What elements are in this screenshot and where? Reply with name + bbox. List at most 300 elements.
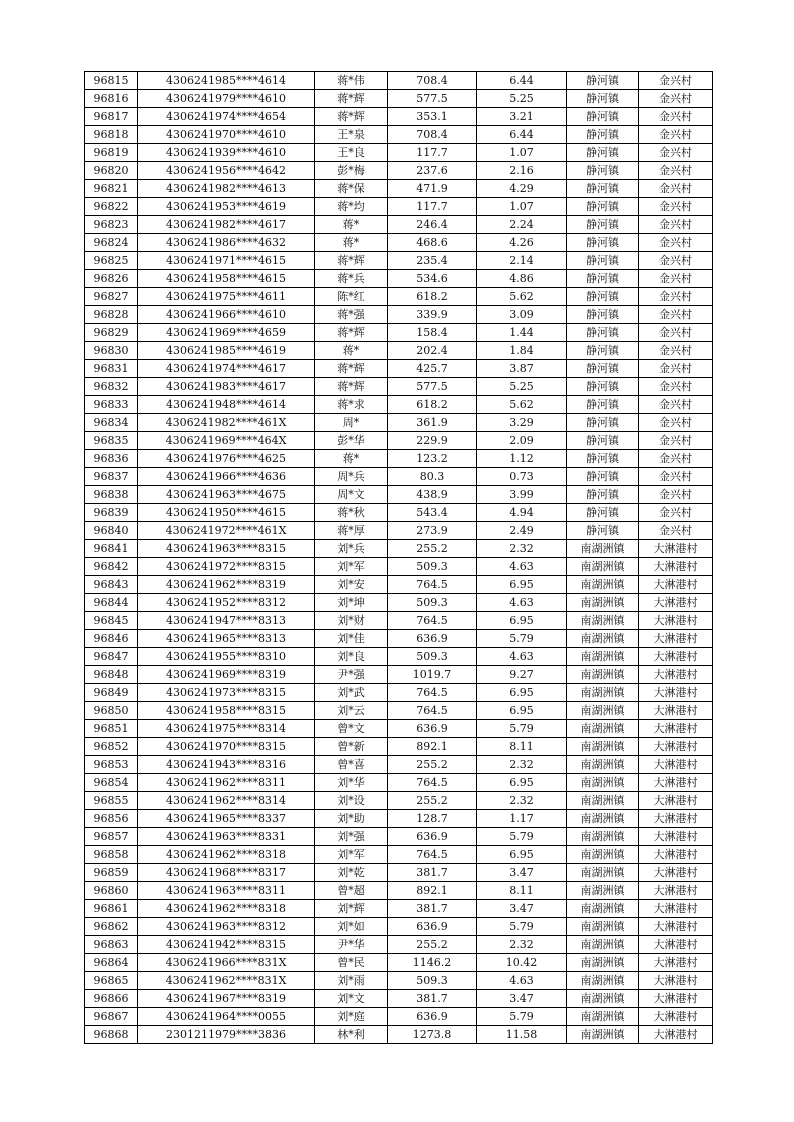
amount-cell: 6.44 bbox=[477, 72, 567, 90]
id-number-cell: 4306241962****8318 bbox=[138, 846, 315, 864]
area-cell: 636.9 bbox=[388, 1008, 477, 1026]
town-cell: 静河镇 bbox=[567, 288, 639, 306]
id-number-cell: 4306241963****8331 bbox=[138, 828, 315, 846]
table-row bbox=[85, 756, 713, 774]
table-row bbox=[85, 1026, 713, 1044]
amount-cell: 2.32 bbox=[477, 756, 567, 774]
name-cell: 曾*民 bbox=[315, 954, 388, 972]
table-row bbox=[85, 738, 713, 756]
serial-number-cell: 96863 bbox=[85, 936, 138, 954]
serial-number-cell: 96821 bbox=[85, 180, 138, 198]
id-number-cell: 4306241982****461X bbox=[138, 414, 315, 432]
id-number-cell: 4306241952****8312 bbox=[138, 594, 315, 612]
name-cell: 蒋*辉 bbox=[315, 108, 388, 126]
amount-cell: 3.21 bbox=[477, 108, 567, 126]
id-number-cell: 4306241956****4642 bbox=[138, 162, 315, 180]
id-number-cell: 4306241982****4617 bbox=[138, 216, 315, 234]
area-cell: 577.5 bbox=[388, 90, 477, 108]
amount-cell: 2.49 bbox=[477, 522, 567, 540]
table-row bbox=[85, 162, 713, 180]
table-body bbox=[85, 72, 713, 1044]
name-cell: 陈*红 bbox=[315, 288, 388, 306]
name-cell: 蒋*伟 bbox=[315, 72, 388, 90]
town-cell: 静河镇 bbox=[567, 162, 639, 180]
table-row bbox=[85, 558, 713, 576]
amount-cell: 1.17 bbox=[477, 810, 567, 828]
id-number-cell: 4306241971****4615 bbox=[138, 252, 315, 270]
serial-number-cell: 96818 bbox=[85, 126, 138, 144]
area-cell: 543.4 bbox=[388, 504, 477, 522]
table-row bbox=[85, 216, 713, 234]
serial-number-cell: 96865 bbox=[85, 972, 138, 990]
area-cell: 1146.2 bbox=[388, 954, 477, 972]
village-cell: 大淋港村 bbox=[639, 666, 713, 684]
amount-cell: 6.95 bbox=[477, 774, 567, 792]
id-number-cell: 4306241969****8319 bbox=[138, 666, 315, 684]
table-row bbox=[85, 198, 713, 216]
amount-cell: 4.29 bbox=[477, 180, 567, 198]
area-cell: 255.2 bbox=[388, 540, 477, 558]
area-cell: 255.2 bbox=[388, 756, 477, 774]
amount-cell: 8.11 bbox=[477, 738, 567, 756]
id-number-cell: 4306241958****4615 bbox=[138, 270, 315, 288]
amount-cell: 5.79 bbox=[477, 630, 567, 648]
area-cell: 471.9 bbox=[388, 180, 477, 198]
id-number-cell: 4306241958****8315 bbox=[138, 702, 315, 720]
table-row bbox=[85, 468, 713, 486]
area-cell: 534.6 bbox=[388, 270, 477, 288]
area-cell: 618.2 bbox=[388, 396, 477, 414]
table-row bbox=[85, 810, 713, 828]
village-cell: 金兴村 bbox=[639, 486, 713, 504]
id-number-cell: 4306241962****8311 bbox=[138, 774, 315, 792]
area-cell: 764.5 bbox=[388, 846, 477, 864]
area-cell: 764.5 bbox=[388, 774, 477, 792]
serial-number-cell: 96823 bbox=[85, 216, 138, 234]
area-cell: 1273.8 bbox=[388, 1026, 477, 1044]
area-cell: 764.5 bbox=[388, 576, 477, 594]
area-cell: 361.9 bbox=[388, 414, 477, 432]
area-cell: 381.7 bbox=[388, 990, 477, 1008]
id-number-cell: 4306241962****8318 bbox=[138, 900, 315, 918]
area-cell: 202.4 bbox=[388, 342, 477, 360]
serial-number-cell: 96828 bbox=[85, 306, 138, 324]
id-number-cell: 4306241985****4619 bbox=[138, 342, 315, 360]
name-cell: 曾*新 bbox=[315, 738, 388, 756]
town-cell: 南湖洲镇 bbox=[567, 882, 639, 900]
serial-number-cell: 96864 bbox=[85, 954, 138, 972]
town-cell: 南湖洲镇 bbox=[567, 702, 639, 720]
table-row bbox=[85, 1008, 713, 1026]
amount-cell: 5.79 bbox=[477, 828, 567, 846]
name-cell: 刘*佳 bbox=[315, 630, 388, 648]
id-number-cell: 4306241974****4654 bbox=[138, 108, 315, 126]
id-number-cell: 4306241976****4625 bbox=[138, 450, 315, 468]
table-row bbox=[85, 378, 713, 396]
id-number-cell: 4306241965****8337 bbox=[138, 810, 315, 828]
serial-number-cell: 96868 bbox=[85, 1026, 138, 1044]
table-row bbox=[85, 972, 713, 990]
town-cell: 南湖洲镇 bbox=[567, 666, 639, 684]
village-cell: 金兴村 bbox=[639, 432, 713, 450]
village-cell: 大淋港村 bbox=[639, 540, 713, 558]
amount-cell: 1.12 bbox=[477, 450, 567, 468]
town-cell: 南湖洲镇 bbox=[567, 1008, 639, 1026]
id-number-cell: 4306241942****8315 bbox=[138, 936, 315, 954]
serial-number-cell: 96861 bbox=[85, 900, 138, 918]
name-cell: 刘*云 bbox=[315, 702, 388, 720]
village-cell: 大淋港村 bbox=[639, 684, 713, 702]
area-cell: 636.9 bbox=[388, 918, 477, 936]
amount-cell: 3.99 bbox=[477, 486, 567, 504]
name-cell: 蒋*均 bbox=[315, 198, 388, 216]
name-cell: 蒋* bbox=[315, 234, 388, 252]
town-cell: 静河镇 bbox=[567, 216, 639, 234]
village-cell: 金兴村 bbox=[639, 252, 713, 270]
serial-number-cell: 96867 bbox=[85, 1008, 138, 1026]
name-cell: 蒋*秋 bbox=[315, 504, 388, 522]
area-cell: 509.3 bbox=[388, 648, 477, 666]
serial-number-cell: 96860 bbox=[85, 882, 138, 900]
town-cell: 南湖洲镇 bbox=[567, 954, 639, 972]
amount-cell: 5.25 bbox=[477, 90, 567, 108]
serial-number-cell: 96817 bbox=[85, 108, 138, 126]
area-cell: 353.1 bbox=[388, 108, 477, 126]
village-cell: 大淋港村 bbox=[639, 882, 713, 900]
id-number-cell: 4306241948****4614 bbox=[138, 396, 315, 414]
serial-number-cell: 96842 bbox=[85, 558, 138, 576]
name-cell: 刘*兵 bbox=[315, 540, 388, 558]
area-cell: 618.2 bbox=[388, 288, 477, 306]
serial-number-cell: 96835 bbox=[85, 432, 138, 450]
amount-cell: 3.87 bbox=[477, 360, 567, 378]
town-cell: 静河镇 bbox=[567, 144, 639, 162]
amount-cell: 4.86 bbox=[477, 270, 567, 288]
table-row bbox=[85, 144, 713, 162]
town-cell: 静河镇 bbox=[567, 90, 639, 108]
serial-number-cell: 96833 bbox=[85, 396, 138, 414]
area-cell: 764.5 bbox=[388, 702, 477, 720]
table-row bbox=[85, 612, 713, 630]
table-row bbox=[85, 828, 713, 846]
village-cell: 金兴村 bbox=[639, 360, 713, 378]
table-row bbox=[85, 504, 713, 522]
town-cell: 南湖洲镇 bbox=[567, 774, 639, 792]
name-cell: 蒋*求 bbox=[315, 396, 388, 414]
village-cell: 大淋港村 bbox=[639, 972, 713, 990]
town-cell: 静河镇 bbox=[567, 324, 639, 342]
table-row bbox=[85, 450, 713, 468]
village-cell: 大淋港村 bbox=[639, 1008, 713, 1026]
village-cell: 大淋港村 bbox=[639, 558, 713, 576]
area-cell: 128.7 bbox=[388, 810, 477, 828]
serial-number-cell: 96841 bbox=[85, 540, 138, 558]
table-row bbox=[85, 900, 713, 918]
village-cell: 大淋港村 bbox=[639, 648, 713, 666]
village-cell: 金兴村 bbox=[639, 468, 713, 486]
area-cell: 117.7 bbox=[388, 144, 477, 162]
table-row bbox=[85, 594, 713, 612]
table-row bbox=[85, 720, 713, 738]
village-cell: 大淋港村 bbox=[639, 630, 713, 648]
table-row bbox=[85, 936, 713, 954]
amount-cell: 9.27 bbox=[477, 666, 567, 684]
name-cell: 彭*梅 bbox=[315, 162, 388, 180]
id-number-cell: 4306241963****4675 bbox=[138, 486, 315, 504]
town-cell: 南湖洲镇 bbox=[567, 828, 639, 846]
name-cell: 刘*庭 bbox=[315, 1008, 388, 1026]
id-number-cell: 4306241970****4610 bbox=[138, 126, 315, 144]
name-cell: 蒋*辉 bbox=[315, 378, 388, 396]
village-cell: 大淋港村 bbox=[639, 846, 713, 864]
amount-cell: 2.09 bbox=[477, 432, 567, 450]
amount-cell: 2.24 bbox=[477, 216, 567, 234]
amount-cell: 0.73 bbox=[477, 468, 567, 486]
id-number-cell: 4306241966****4636 bbox=[138, 468, 315, 486]
id-number-cell: 4306241972****461X bbox=[138, 522, 315, 540]
table-row bbox=[85, 702, 713, 720]
town-cell: 静河镇 bbox=[567, 450, 639, 468]
amount-cell: 3.47 bbox=[477, 864, 567, 882]
serial-number-cell: 96859 bbox=[85, 864, 138, 882]
name-cell: 刘*良 bbox=[315, 648, 388, 666]
village-cell: 大淋港村 bbox=[639, 990, 713, 1008]
table-row bbox=[85, 288, 713, 306]
village-cell: 大淋港村 bbox=[639, 774, 713, 792]
town-cell: 南湖洲镇 bbox=[567, 738, 639, 756]
town-cell: 南湖洲镇 bbox=[567, 558, 639, 576]
serial-number-cell: 96824 bbox=[85, 234, 138, 252]
town-cell: 静河镇 bbox=[567, 432, 639, 450]
serial-number-cell: 96837 bbox=[85, 468, 138, 486]
serial-number-cell: 96856 bbox=[85, 810, 138, 828]
area-cell: 339.9 bbox=[388, 306, 477, 324]
name-cell: 刘*强 bbox=[315, 828, 388, 846]
area-cell: 80.3 bbox=[388, 468, 477, 486]
serial-number-cell: 96853 bbox=[85, 756, 138, 774]
id-number-cell: 4306241943****8316 bbox=[138, 756, 315, 774]
name-cell: 刘*安 bbox=[315, 576, 388, 594]
village-cell: 金兴村 bbox=[639, 72, 713, 90]
serial-number-cell: 96850 bbox=[85, 702, 138, 720]
town-cell: 静河镇 bbox=[567, 306, 639, 324]
name-cell: 刘*如 bbox=[315, 918, 388, 936]
amount-cell: 11.58 bbox=[477, 1026, 567, 1044]
amount-cell: 5.25 bbox=[477, 378, 567, 396]
area-cell: 425.7 bbox=[388, 360, 477, 378]
id-number-cell: 4306241970****8315 bbox=[138, 738, 315, 756]
table-row bbox=[85, 486, 713, 504]
name-cell: 王*良 bbox=[315, 144, 388, 162]
area-cell: 246.4 bbox=[388, 216, 477, 234]
serial-number-cell: 96844 bbox=[85, 594, 138, 612]
id-number-cell: 4306241953****4619 bbox=[138, 198, 315, 216]
town-cell: 南湖洲镇 bbox=[567, 540, 639, 558]
area-cell: 764.5 bbox=[388, 612, 477, 630]
amount-cell: 4.63 bbox=[477, 558, 567, 576]
serial-number-cell: 96840 bbox=[85, 522, 138, 540]
name-cell: 蒋* bbox=[315, 216, 388, 234]
village-cell: 金兴村 bbox=[639, 522, 713, 540]
amount-cell: 1.07 bbox=[477, 144, 567, 162]
town-cell: 静河镇 bbox=[567, 198, 639, 216]
name-cell: 刘*辉 bbox=[315, 900, 388, 918]
serial-number-cell: 96866 bbox=[85, 990, 138, 1008]
serial-number-cell: 96845 bbox=[85, 612, 138, 630]
town-cell: 静河镇 bbox=[567, 504, 639, 522]
town-cell: 南湖洲镇 bbox=[567, 918, 639, 936]
village-cell: 大淋港村 bbox=[639, 792, 713, 810]
name-cell: 尹*华 bbox=[315, 936, 388, 954]
name-cell: 蒋* bbox=[315, 450, 388, 468]
village-cell: 大淋港村 bbox=[639, 954, 713, 972]
town-cell: 静河镇 bbox=[567, 180, 639, 198]
area-cell: 438.9 bbox=[388, 486, 477, 504]
town-cell: 静河镇 bbox=[567, 342, 639, 360]
village-cell: 金兴村 bbox=[639, 234, 713, 252]
town-cell: 南湖洲镇 bbox=[567, 630, 639, 648]
serial-number-cell: 96819 bbox=[85, 144, 138, 162]
area-cell: 237.6 bbox=[388, 162, 477, 180]
amount-cell: 3.09 bbox=[477, 306, 567, 324]
serial-number-cell: 96857 bbox=[85, 828, 138, 846]
name-cell: 周*文 bbox=[315, 486, 388, 504]
village-cell: 金兴村 bbox=[639, 90, 713, 108]
name-cell: 蒋*辉 bbox=[315, 90, 388, 108]
town-cell: 静河镇 bbox=[567, 360, 639, 378]
town-cell: 静河镇 bbox=[567, 234, 639, 252]
name-cell: 蒋* bbox=[315, 342, 388, 360]
data-table bbox=[84, 71, 713, 1044]
table-row bbox=[85, 522, 713, 540]
serial-number-cell: 96858 bbox=[85, 846, 138, 864]
table-row bbox=[85, 360, 713, 378]
table-row bbox=[85, 774, 713, 792]
village-cell: 金兴村 bbox=[639, 198, 713, 216]
id-number-cell: 4306241963****8311 bbox=[138, 882, 315, 900]
amount-cell: 8.11 bbox=[477, 882, 567, 900]
name-cell: 林*利 bbox=[315, 1026, 388, 1044]
amount-cell: 4.94 bbox=[477, 504, 567, 522]
town-cell: 静河镇 bbox=[567, 414, 639, 432]
id-number-cell: 4306241986****4632 bbox=[138, 234, 315, 252]
area-cell: 255.2 bbox=[388, 936, 477, 954]
id-number-cell: 4306241968****8317 bbox=[138, 864, 315, 882]
serial-number-cell: 96839 bbox=[85, 504, 138, 522]
serial-number-cell: 96827 bbox=[85, 288, 138, 306]
table-row bbox=[85, 324, 713, 342]
area-cell: 636.9 bbox=[388, 828, 477, 846]
area-cell: 1019.7 bbox=[388, 666, 477, 684]
table-row bbox=[85, 846, 713, 864]
table-row bbox=[85, 918, 713, 936]
serial-number-cell: 96830 bbox=[85, 342, 138, 360]
town-cell: 静河镇 bbox=[567, 522, 639, 540]
town-cell: 南湖洲镇 bbox=[567, 612, 639, 630]
village-cell: 大淋港村 bbox=[639, 702, 713, 720]
table-row bbox=[85, 108, 713, 126]
serial-number-cell: 96820 bbox=[85, 162, 138, 180]
id-number-cell: 4306241963****8312 bbox=[138, 918, 315, 936]
id-number-cell: 4306241939****4610 bbox=[138, 144, 315, 162]
serial-number-cell: 96826 bbox=[85, 270, 138, 288]
amount-cell: 5.79 bbox=[477, 720, 567, 738]
area-cell: 577.5 bbox=[388, 378, 477, 396]
town-cell: 南湖洲镇 bbox=[567, 990, 639, 1008]
serial-number-cell: 96816 bbox=[85, 90, 138, 108]
town-cell: 静河镇 bbox=[567, 486, 639, 504]
serial-number-cell: 96832 bbox=[85, 378, 138, 396]
village-cell: 大淋港村 bbox=[639, 900, 713, 918]
amount-cell: 2.14 bbox=[477, 252, 567, 270]
table-row bbox=[85, 864, 713, 882]
id-number-cell: 4306241963****8315 bbox=[138, 540, 315, 558]
area-cell: 381.7 bbox=[388, 900, 477, 918]
name-cell: 蒋*辉 bbox=[315, 252, 388, 270]
id-number-cell: 4306241983****4617 bbox=[138, 378, 315, 396]
table-row bbox=[85, 630, 713, 648]
table-row bbox=[85, 576, 713, 594]
village-cell: 大淋港村 bbox=[639, 918, 713, 936]
serial-number-cell: 96838 bbox=[85, 486, 138, 504]
table-row bbox=[85, 306, 713, 324]
name-cell: 刘*设 bbox=[315, 792, 388, 810]
amount-cell: 3.47 bbox=[477, 900, 567, 918]
id-number-cell: 4306241974****4617 bbox=[138, 360, 315, 378]
town-cell: 南湖洲镇 bbox=[567, 1026, 639, 1044]
town-cell: 南湖洲镇 bbox=[567, 684, 639, 702]
table-row bbox=[85, 90, 713, 108]
name-cell: 刘*助 bbox=[315, 810, 388, 828]
village-cell: 大淋港村 bbox=[639, 864, 713, 882]
serial-number-cell: 96829 bbox=[85, 324, 138, 342]
name-cell: 曾*超 bbox=[315, 882, 388, 900]
id-number-cell: 4306241972****8315 bbox=[138, 558, 315, 576]
area-cell: 509.3 bbox=[388, 558, 477, 576]
village-cell: 大淋港村 bbox=[639, 738, 713, 756]
area-cell: 708.4 bbox=[388, 72, 477, 90]
name-cell: 刘*军 bbox=[315, 558, 388, 576]
town-cell: 南湖洲镇 bbox=[567, 864, 639, 882]
town-cell: 南湖洲镇 bbox=[567, 900, 639, 918]
table-row bbox=[85, 396, 713, 414]
town-cell: 静河镇 bbox=[567, 252, 639, 270]
area-cell: 764.5 bbox=[388, 684, 477, 702]
serial-number-cell: 96862 bbox=[85, 918, 138, 936]
amount-cell: 2.32 bbox=[477, 540, 567, 558]
area-cell: 158.4 bbox=[388, 324, 477, 342]
table-row bbox=[85, 684, 713, 702]
id-number-cell: 4306241962****8314 bbox=[138, 792, 315, 810]
amount-cell: 1.07 bbox=[477, 198, 567, 216]
serial-number-cell: 96852 bbox=[85, 738, 138, 756]
name-cell: 刘*坤 bbox=[315, 594, 388, 612]
amount-cell: 4.63 bbox=[477, 594, 567, 612]
serial-number-cell: 96843 bbox=[85, 576, 138, 594]
town-cell: 静河镇 bbox=[567, 396, 639, 414]
amount-cell: 1.84 bbox=[477, 342, 567, 360]
serial-number-cell: 96836 bbox=[85, 450, 138, 468]
amount-cell: 10.42 bbox=[477, 954, 567, 972]
town-cell: 南湖洲镇 bbox=[567, 972, 639, 990]
id-number-cell: 4306241964****0055 bbox=[138, 1008, 315, 1026]
area-cell: 636.9 bbox=[388, 630, 477, 648]
table-row bbox=[85, 954, 713, 972]
town-cell: 静河镇 bbox=[567, 108, 639, 126]
area-cell: 509.3 bbox=[388, 594, 477, 612]
area-cell: 892.1 bbox=[388, 738, 477, 756]
amount-cell: 6.95 bbox=[477, 576, 567, 594]
